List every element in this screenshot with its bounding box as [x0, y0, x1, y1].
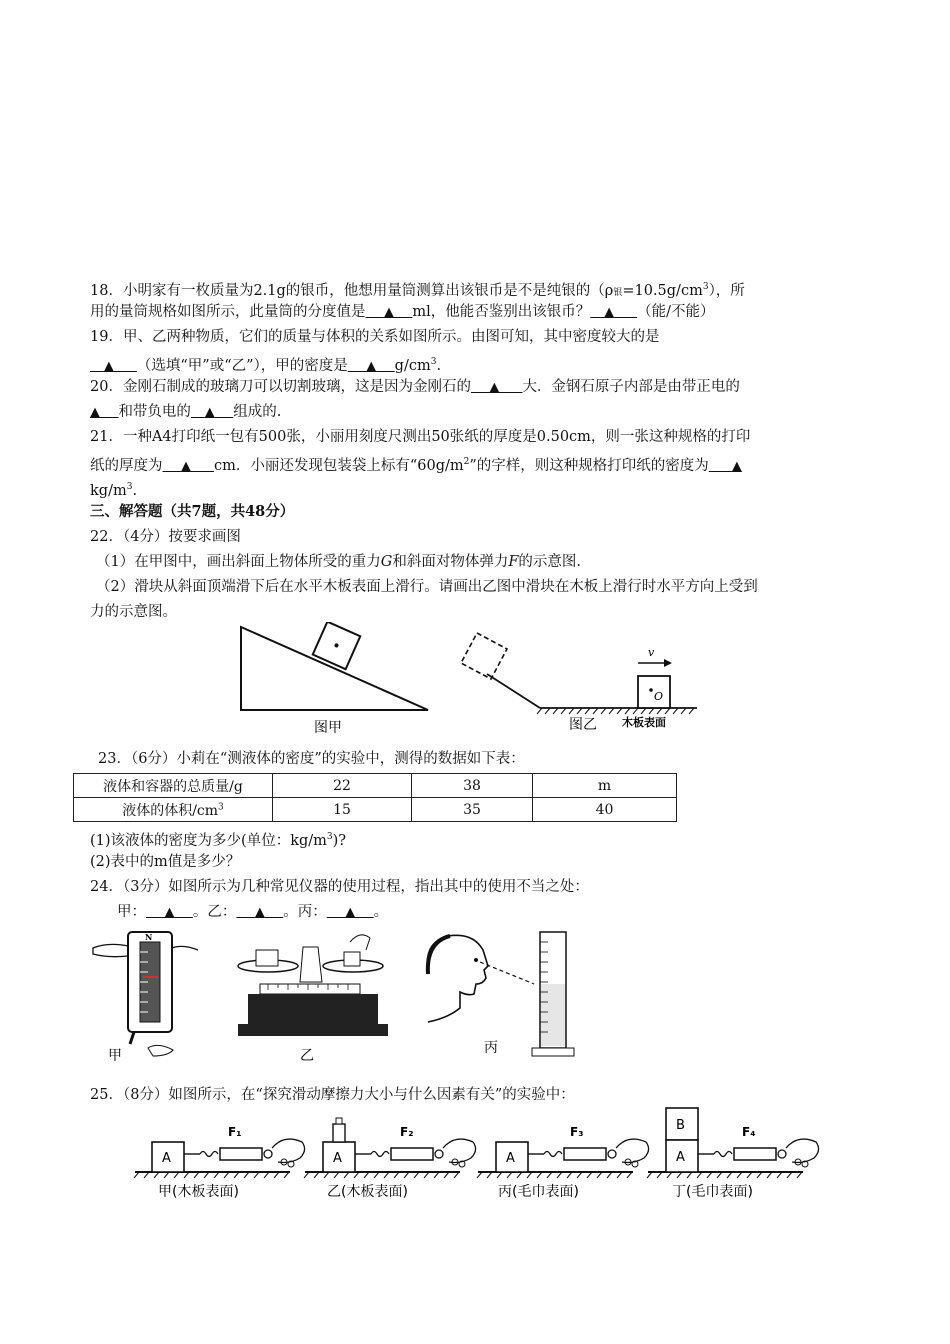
- fig-a-caption: 图甲: [314, 720, 342, 736]
- q18-line1: 18．小明家有一枚质量为2.1g的银币，他想用量筒测算出该银币是不是纯银的（ρ银$=10.5g/cm^3$），所: [90, 282, 745, 299]
- q22-p3: 力的示意图。: [90, 604, 177, 620]
- answer-blank[interactable]: ▲: [383, 305, 394, 320]
- incline-figure-b: [452, 622, 702, 737]
- friction-fig-bing: [477, 1125, 649, 1200]
- balance-drawing: [238, 935, 388, 1064]
- data-table: [73, 773, 677, 822]
- table-cell: 液体和容器的总质量/g: [74, 774, 273, 798]
- svg-text:丁(毛巾表面): 丁(毛巾表面): [672, 1184, 753, 1200]
- answer-blank[interactable]: ▲: [366, 358, 377, 374]
- answer-blank[interactable]: ▲: [489, 380, 500, 395]
- fig-yi-caption: 乙: [300, 1048, 314, 1064]
- velocity-label: v: [648, 646, 655, 659]
- spring-scale-drawing: [93, 932, 198, 1064]
- svg-text:F₂: F₂: [400, 1125, 414, 1139]
- reading-cylinder-drawing: [427, 932, 574, 1056]
- friction-fig-ding: [647, 1108, 819, 1200]
- q21-line1: 21．一种A4打印纸一包有500张，小丽用刻度尺测出50张纸的厚度是0.50cm，则一张这种规格的打印: [90, 429, 751, 445]
- q20-line2: ▲ 和带负电的 ▲ 组成的.: [90, 404, 282, 420]
- answer-blank[interactable]: ▲: [604, 305, 615, 320]
- table-row: [74, 774, 677, 798]
- q19-line1: 19．甲、乙两种物质，它们的质量与体积的关系如图所示。由图可知，其中密度较大的是: [90, 329, 660, 345]
- q23-head: 23．（6分）小莉在“测液体的密度”的实验中，测得的数据如下表：: [98, 751, 525, 767]
- fig-bing-caption: 丙: [484, 1040, 498, 1056]
- q22-p1: （1）在甲图中，画出斜面上物体所受的重力G和斜面对物体弹力F的示意图.: [96, 554, 581, 570]
- q20-line1: 20．金刚石制成的玻璃刀可以切割玻璃，这是因为金刚石的 ▲ 大．金钢石原子内部是由带正电的: [90, 379, 740, 395]
- svg-text:F₁: F₁: [228, 1125, 242, 1139]
- q25-head: 25．（8分）如图所示，在“探究滑动摩擦力大小与什么因素有关”的实验中：: [90, 1087, 575, 1103]
- table-cell: 22: [273, 774, 412, 798]
- q23-p2: (2)表中的m值是多少？: [90, 854, 241, 870]
- q23-p1: (1)该液体的密度为多少(单位：$kg/m^3$)?: [90, 832, 347, 849]
- q19-line2: ▲ （选填“甲”或“乙”），甲的密度是 ▲ $g/cm^3$.: [90, 353, 441, 376]
- fig-jia-caption: 甲: [108, 1048, 122, 1064]
- table-cell: 40: [533, 798, 677, 822]
- svg-text:乙(木板表面): 乙(木板表面): [327, 1184, 408, 1200]
- table-cell: 15: [273, 798, 412, 822]
- table-cell: 液体的体积$/cm^3$: [74, 798, 273, 822]
- incline-figure-a: [236, 622, 436, 742]
- answer-blank[interactable]: ▲: [254, 905, 265, 920]
- board-surface-label: 木板表面: [622, 716, 666, 729]
- instruments-figure: [88, 922, 598, 1067]
- q21-line3: $kg/m^3$.: [90, 482, 138, 499]
- svg-text:A: A: [676, 1150, 685, 1165]
- answer-blank[interactable]: ▲: [731, 458, 742, 474]
- answer-blank[interactable]: ▲: [345, 905, 356, 920]
- friction-experiment-figure: [130, 1104, 842, 1204]
- friction-fig-yi: [304, 1118, 476, 1200]
- svg-text:丙(毛巾表面): 丙(毛巾表面): [498, 1184, 579, 1200]
- table-cell: m: [533, 774, 677, 798]
- svg-text:B: B: [676, 1118, 685, 1133]
- answer-blank[interactable]: ▲: [204, 405, 215, 420]
- q24-answers: 甲： ▲ 。乙： ▲ 。丙： ▲ 。: [117, 904, 389, 920]
- svg-text:A: A: [506, 1151, 515, 1166]
- table-cell: 35: [412, 798, 533, 822]
- friction-fig-jia: [134, 1125, 305, 1200]
- q24-head: 24．（3分）如图所示为几种常见仪器的使用过程，指出其中的使用不当之处：: [90, 879, 589, 895]
- svg-text:甲(木板表面): 甲(木板表面): [158, 1184, 239, 1200]
- answer-blank[interactable]: ▲: [90, 405, 100, 420]
- q22-head: 22．（4分）按要求画图: [90, 529, 241, 545]
- svg-text:A: A: [333, 1151, 342, 1166]
- q22-p2: （2）滑块从斜面顶端滑下后在水平木板表面上滑行。请画出乙图中滑块在木板上滑行时水平方向上受到: [96, 579, 758, 595]
- svg-text:A: A: [162, 1151, 171, 1166]
- answer-blank[interactable]: ▲: [180, 458, 191, 474]
- answer-blank[interactable]: ▲: [164, 905, 175, 920]
- point-o: O: [654, 690, 664, 703]
- answer-blank[interactable]: ▲: [103, 358, 114, 374]
- table-cell: 38: [412, 774, 533, 798]
- svg-text:F₃: F₃: [570, 1125, 584, 1139]
- fig-b-caption: 图乙: [569, 717, 597, 733]
- svg-text:N: N: [145, 932, 153, 942]
- svg-text:F₄: F₄: [742, 1125, 756, 1139]
- section-heading: 三、解答题（共7题，共48分）: [90, 503, 295, 520]
- q21-line2: 纸的厚度为 ▲ cm．小丽还发现包装袋上标有“$60g/m^2$”的字样，则这种规格打印纸的密度为 ▲: [90, 457, 742, 474]
- q18-line2: 用的量筒规格如图所示，此量筒的分度值是 ▲ ml，他能否鉴别出该银币？ ▲ （能/不能）: [90, 304, 715, 320]
- table-row: [74, 798, 677, 822]
